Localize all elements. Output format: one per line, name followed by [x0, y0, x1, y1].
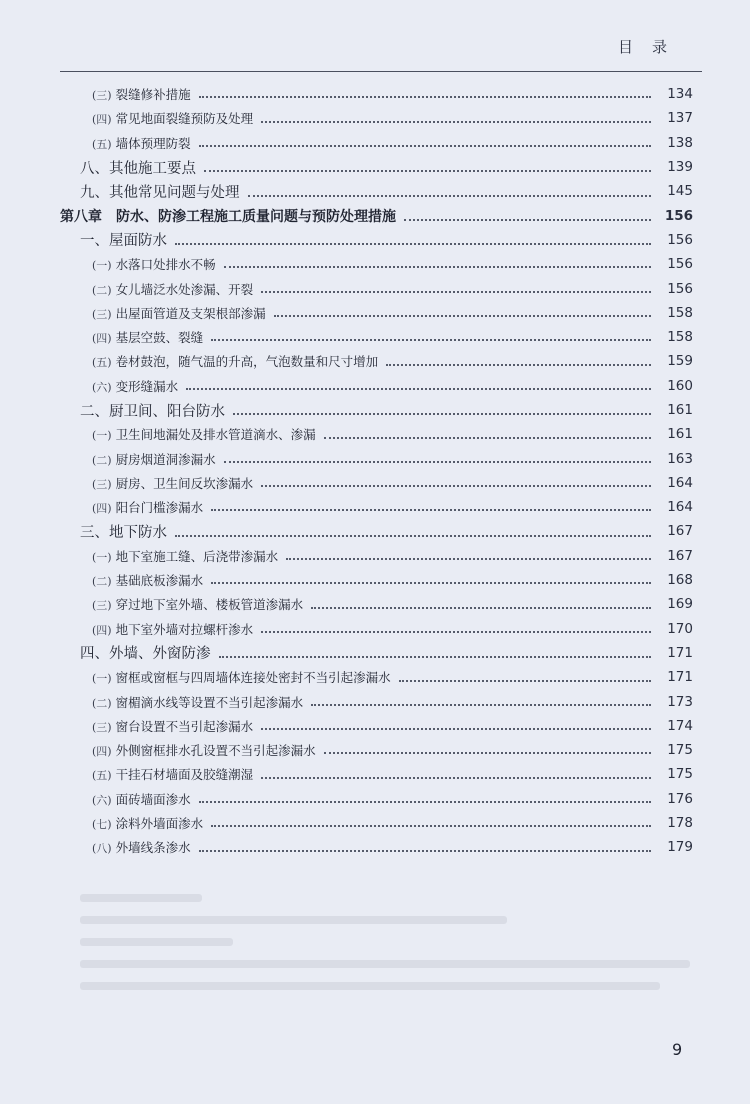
toc-entry [0, 592, 750, 616]
toc-entry-title: 地下室外墙对拉螺杆渗水 [115, 621, 254, 637]
dot-leader [399, 667, 651, 682]
toc-entry [0, 835, 750, 859]
show-through-text [80, 880, 690, 1020]
toc-entry [0, 544, 750, 568]
toc-entry [0, 495, 750, 519]
dot-leader [261, 618, 651, 633]
toc-entry-number: (四) [92, 623, 112, 637]
toc-entry-number: (七) [92, 818, 112, 832]
dot-leader [233, 399, 651, 416]
toc-entry-title: 窗台设置不当引起渗漏水 [115, 718, 254, 734]
toc-entry-label [80, 400, 225, 421]
dot-leader [324, 424, 651, 439]
toc-entry-label [92, 474, 253, 492]
toc-entry-title: 出屋面管道及支架根部渗漏 [115, 305, 266, 321]
toc-entry-label [92, 595, 303, 613]
dot-leader [324, 740, 651, 755]
toc-entry-title: 外侧窗框排水孔设置不当引起渗漏水 [115, 743, 316, 759]
toc-entry-page: 163 [667, 450, 693, 467]
toc-entry-label [92, 352, 378, 370]
toc-entry [0, 446, 750, 470]
toc-entry-page: 161 [667, 402, 693, 418]
toc-entry-label [92, 790, 191, 808]
toc-entry-label [92, 668, 391, 686]
dot-leader [386, 351, 651, 366]
toc-entry-label [92, 814, 203, 832]
dot-leader [175, 520, 651, 537]
toc-entry-page: 171 [667, 644, 693, 661]
toc-entry-title: 穿过地下室外墙、楼板管道渗漏水 [115, 597, 304, 613]
toc-entry-title: 一、屋面防水 [80, 233, 167, 250]
toc-entry [0, 787, 750, 811]
toc-entry-page: 178 [667, 815, 693, 832]
toc-entry-page: 169 [667, 596, 693, 613]
toc-entry-title: 外墙线条渗水 [115, 840, 191, 856]
toc-entry [0, 203, 750, 227]
dot-leader [404, 205, 651, 221]
toc-entry-label [92, 741, 316, 759]
toc-entry-page: 175 [667, 742, 693, 759]
toc-entry-page: 158 [667, 304, 693, 321]
toc-entry-page: 159 [667, 353, 693, 370]
toc-entry [0, 471, 750, 495]
dot-leader [274, 303, 651, 318]
toc-entry-label [80, 229, 167, 250]
toc-entry-number: (二) [92, 575, 112, 589]
toc-entry [0, 519, 750, 543]
toc-entry-number: (五) [92, 137, 112, 151]
toc-entry-title: 女儿墙泛水处渗漏、开裂 [115, 281, 254, 297]
toc-entry-number: (三) [92, 720, 112, 734]
toc-entry-label [92, 377, 178, 395]
toc-entry-label [92, 717, 253, 735]
toc-entry-title: 厨房、卫生间反坎渗漏水 [115, 475, 254, 491]
toc-entry-number: (三) [92, 89, 112, 103]
toc-entry [0, 82, 750, 106]
toc-entry-page: 137 [667, 110, 693, 127]
dot-leader [211, 813, 651, 828]
toc-entry-title: 水落口处排水不畅 [115, 257, 216, 273]
toc-entry-page: 164 [667, 499, 693, 516]
toc-entry-title: 卷材鼓泡，随气温的升高，气泡数量和尺寸增加 [115, 354, 379, 370]
toc-entry [0, 325, 750, 349]
toc-entry-number: (六) [92, 793, 112, 807]
header-rule [60, 71, 702, 72]
toc-entry-label [92, 280, 253, 298]
toc-entry-page: 170 [667, 620, 693, 637]
toc-entry-page: 179 [667, 839, 693, 856]
toc-entry-label [92, 498, 203, 516]
toc-entry-title: 四、外墙、外窗防渗 [80, 646, 211, 663]
toc-entry-title: 干挂石材墙面及胶缝潮湿 [115, 767, 254, 783]
toc-entry-page: 167 [667, 523, 693, 540]
toc-entry-title: 窗楣滴水线等设置不当引起渗漏水 [115, 694, 304, 710]
toc-entry [0, 422, 750, 446]
toc-entry [0, 228, 750, 252]
toc-entry [0, 155, 750, 179]
toc-entry-label [92, 620, 253, 638]
toc-entry [0, 665, 750, 689]
toc-entry-label [92, 838, 191, 856]
page-number: 9 [672, 1040, 683, 1059]
toc-entry-label [92, 425, 316, 443]
toc-entry-number: (四) [92, 502, 112, 516]
toc-entry [0, 398, 750, 422]
toc-entry [0, 568, 750, 592]
toc-entry-title: 基层空鼓、裂缝 [115, 330, 204, 346]
toc-entry-number: (三) [92, 307, 112, 321]
running-head: 目 录 [618, 38, 670, 56]
toc-entry-title: 卫生间地漏处及排水管道滴水、渗漏 [115, 427, 316, 443]
toc-entry [0, 276, 750, 300]
toc-entry [0, 714, 750, 738]
toc-entry-page: 160 [667, 377, 693, 394]
toc-entry-page: 158 [667, 329, 693, 346]
toc-entry-page: 164 [667, 474, 693, 491]
dot-leader [311, 691, 651, 706]
toc-entry-label [80, 157, 196, 178]
toc-entry-title: 基础底板渗漏水 [115, 573, 204, 589]
toc-entry [0, 762, 750, 786]
toc-entry-page: 174 [667, 717, 693, 734]
dot-leader [211, 570, 651, 585]
toc-entry-title: 裂缝修补措施 [115, 87, 191, 103]
toc-entry-page: 161 [667, 426, 693, 443]
table-of-contents [0, 82, 750, 860]
toc-entry-number: (四) [92, 332, 112, 346]
toc-entry-page: 168 [667, 572, 693, 589]
dot-leader [175, 229, 651, 246]
toc-entry [0, 179, 750, 203]
dot-leader [186, 375, 651, 390]
toc-entry-label [92, 109, 253, 127]
toc-entry-page: 156 [667, 280, 693, 297]
toc-entry-label [92, 255, 216, 273]
toc-entry-page: 173 [667, 693, 693, 710]
toc-entry-label [80, 181, 240, 202]
toc-entry-title: 变形缝漏水 [115, 378, 179, 394]
toc-entry-label [92, 450, 216, 468]
toc-entry-number: (五) [92, 356, 112, 370]
toc-entry-label [92, 765, 253, 783]
toc-entry-label [92, 571, 203, 589]
dot-leader [248, 180, 652, 197]
toc-entry-page: 145 [667, 183, 693, 200]
toc-entry-title: 九、其他常见问题与处理 [80, 184, 240, 201]
toc-entry-label [92, 693, 303, 711]
dot-leader [199, 132, 651, 147]
toc-entry-number: (三) [92, 477, 112, 491]
dot-leader [219, 642, 652, 659]
toc-entry-number: (一) [92, 672, 112, 686]
toc-entry-page: 156 [664, 207, 693, 224]
toc-entry-label [80, 521, 167, 542]
dot-leader [224, 254, 651, 269]
dot-leader [311, 594, 651, 609]
dot-leader [211, 327, 651, 342]
dot-leader [224, 448, 651, 463]
toc-entry-label [92, 547, 278, 565]
toc-entry-number: (五) [92, 769, 112, 783]
toc-entry-page: 167 [667, 547, 693, 564]
toc-entry [0, 738, 750, 762]
dot-leader [199, 837, 651, 852]
dot-leader [261, 473, 651, 488]
toc-entry-title: 厨房烟道洞渗漏水 [115, 451, 216, 467]
toc-entry-page: 156 [667, 256, 693, 273]
dot-leader [261, 764, 651, 779]
dot-leader [204, 156, 651, 173]
toc-entry-page: 175 [667, 766, 693, 783]
toc-entry-page: 171 [667, 669, 693, 686]
toc-entry-label [60, 206, 396, 226]
dot-leader [199, 84, 651, 99]
dot-leader [261, 108, 651, 123]
toc-entry [0, 349, 750, 373]
toc-entry-title: 三、地下防水 [80, 524, 167, 541]
toc-entry-number: (一) [92, 550, 112, 564]
toc-entry-title: 第八章 防水、防渗工程施工质量问题与预防处理措施 [60, 208, 396, 225]
toc-entry-number: (二) [92, 696, 112, 710]
toc-entry-number: (三) [92, 599, 112, 613]
toc-entry-number: (二) [92, 453, 112, 467]
toc-entry-title: 二、厨卫间、阳台防水 [80, 403, 225, 420]
toc-entry [0, 811, 750, 835]
toc-entry-title: 涂料外墙面渗水 [115, 816, 204, 832]
toc-entry-label [92, 328, 203, 346]
dot-leader [261, 716, 651, 731]
toc-entry-label [80, 642, 211, 663]
toc-entry-number: (一) [92, 259, 112, 273]
toc-entry-page: 139 [667, 159, 693, 176]
toc-entry [0, 689, 750, 713]
toc-entry-label [92, 85, 191, 103]
toc-entry-page: 134 [667, 86, 693, 103]
toc-entry-number: (一) [92, 429, 112, 443]
toc-entry-number: (四) [92, 745, 112, 759]
toc-entry [0, 617, 750, 641]
toc-entry-page: 156 [667, 231, 693, 248]
toc-entry [0, 252, 750, 276]
dot-leader [199, 789, 651, 804]
toc-entry-page: 138 [667, 134, 693, 151]
toc-entry-label [92, 304, 266, 322]
toc-entry-page: 176 [667, 790, 693, 807]
toc-entry-title: 地下室施工缝、后浇带渗漏水 [115, 548, 279, 564]
toc-entry-number: (二) [92, 283, 112, 297]
toc-entry-label [92, 134, 191, 152]
toc-entry-title: 八、其他施工要点 [80, 160, 196, 177]
toc-entry-number: (八) [92, 842, 112, 856]
toc-entry [0, 131, 750, 155]
toc-entry-title: 面砖墙面渗水 [115, 791, 191, 807]
dot-leader [286, 546, 651, 561]
toc-entry-title: 常见地面裂缝预防及处理 [115, 111, 254, 127]
toc-entry-number: (四) [92, 113, 112, 127]
toc-entry [0, 106, 750, 130]
toc-entry [0, 641, 750, 665]
dot-leader [211, 497, 651, 512]
toc-entry [0, 374, 750, 398]
toc-entry-number: (六) [92, 380, 112, 394]
toc-entry [0, 301, 750, 325]
toc-entry-title: 墙体预理防裂 [115, 135, 191, 151]
toc-entry-title: 窗框或窗框与四周墙体连接处密封不当引起渗漏水 [115, 670, 391, 686]
toc-entry-title: 阳台门槛渗漏水 [115, 500, 204, 516]
dot-leader [261, 278, 651, 293]
